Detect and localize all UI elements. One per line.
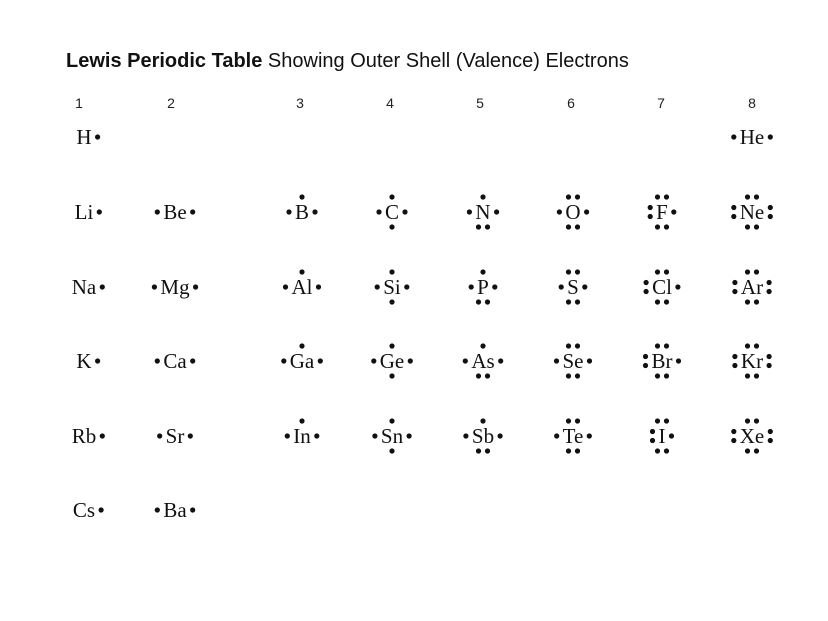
electron-dot: [286, 209, 291, 214]
electron-dot: [768, 134, 773, 139]
electron-dot: [285, 433, 290, 438]
electron-dot: [732, 354, 737, 359]
electron-dot: [566, 343, 571, 348]
electron-dot: [731, 429, 736, 434]
electron-dot: [566, 448, 571, 453]
electron-dot: [664, 373, 669, 378]
electron-dot: [155, 507, 160, 512]
element-f: [648, 194, 677, 229]
element-symbol: Xe: [739, 424, 765, 448]
electron-dot: [731, 438, 736, 443]
element-symbol: Sr: [165, 424, 185, 448]
group-number-4: 4: [386, 95, 394, 111]
electron-dot: [754, 448, 759, 453]
electron-dot: [566, 269, 571, 274]
electron-dot: [193, 284, 198, 289]
electron-dot: [494, 209, 499, 214]
electron-dot: [389, 418, 394, 423]
element-symbol: Sn: [380, 424, 404, 448]
electron-dot: [371, 358, 376, 363]
electron-dot: [299, 194, 304, 199]
electron-dot: [299, 343, 304, 348]
element-be: [155, 200, 196, 224]
electron-dot: [190, 209, 195, 214]
electron-dot: [157, 433, 162, 438]
element-symbol: Ge: [379, 349, 405, 373]
electron-dot: [152, 284, 157, 289]
element-ca: [155, 349, 196, 373]
electron-dot: [754, 224, 759, 229]
element-si: [375, 269, 410, 304]
electron-dot: [732, 289, 737, 294]
electron-dot: [554, 433, 559, 438]
element-symbol: As: [471, 349, 495, 373]
element-symbol: Rb: [71, 424, 97, 448]
electron-dot: [745, 269, 750, 274]
electron-dot: [389, 224, 394, 229]
element-symbol: Na: [71, 275, 97, 299]
group-number-3: 3: [296, 95, 304, 111]
electron-dot: [767, 289, 772, 294]
element-p: [469, 269, 498, 304]
electron-dot: [554, 358, 559, 363]
electron-dot: [745, 224, 750, 229]
electron-dot: [95, 134, 100, 139]
element-ne: [731, 194, 773, 229]
electron-dot: [575, 299, 580, 304]
electron-dot: [95, 358, 100, 363]
element-mg: [152, 275, 198, 299]
electron-dot: [669, 433, 674, 438]
electron-dot: [469, 284, 474, 289]
element-n: [467, 194, 499, 229]
electron-dot: [575, 418, 580, 423]
electron-dot: [664, 299, 669, 304]
element-symbol: Ar: [740, 275, 764, 299]
element-symbol: C: [384, 200, 400, 224]
electron-dot: [485, 224, 490, 229]
electron-dot: [498, 358, 503, 363]
electron-dot: [655, 448, 660, 453]
electron-dot: [190, 358, 195, 363]
electron-dot: [389, 448, 394, 453]
electron-dot: [582, 284, 587, 289]
electron-dot: [655, 194, 660, 199]
electron-dot: [407, 433, 412, 438]
element-rb: [72, 424, 105, 448]
electron-dot: [299, 269, 304, 274]
element-symbol: Si: [383, 275, 401, 299]
electron-dot: [492, 284, 497, 289]
element-symbol: S: [567, 275, 579, 299]
element-i: [650, 418, 674, 453]
title-bold: Lewis Periodic Table: [66, 50, 263, 72]
element-symbol: Ne: [739, 200, 765, 224]
electron-dot: [389, 269, 394, 274]
electron-dot: [566, 299, 571, 304]
electron-dot: [731, 214, 736, 219]
group-number-7: 7: [657, 95, 665, 111]
electron-dot: [754, 299, 759, 304]
element-br: [643, 343, 681, 378]
electron-dot: [768, 438, 773, 443]
electron-dot: [402, 209, 407, 214]
electron-dot: [754, 418, 759, 423]
element-symbol: K: [76, 349, 92, 373]
electron-dot: [655, 224, 660, 229]
element-symbol: Br: [651, 349, 673, 373]
electron-dot: [485, 299, 490, 304]
electron-dot: [643, 354, 648, 359]
electron-dot: [575, 448, 580, 453]
element-symbol: Se: [562, 349, 584, 373]
element-se: [554, 343, 592, 378]
electron-dot: [188, 433, 193, 438]
electron-dot: [671, 209, 676, 214]
electron-dot: [650, 438, 655, 443]
electron-dot: [190, 507, 195, 512]
element-he: [731, 125, 773, 149]
element-ar: [732, 269, 771, 304]
element-in: [285, 418, 320, 448]
electron-dot: [480, 418, 485, 423]
electron-dot: [316, 284, 321, 289]
electron-dot: [675, 284, 680, 289]
electron-dot: [754, 194, 759, 199]
element-symbol: Ga: [289, 349, 315, 373]
element-c: [376, 194, 407, 229]
electron-dot: [655, 373, 660, 378]
element-cs: [73, 498, 104, 522]
electron-dot: [648, 214, 653, 219]
electron-dot: [480, 343, 485, 348]
electron-dot: [584, 209, 589, 214]
electron-dot: [664, 269, 669, 274]
electron-dot: [575, 269, 580, 274]
element-symbol: Mg: [160, 275, 190, 299]
element-s: [559, 269, 588, 304]
electron-dot: [312, 209, 317, 214]
electron-dot: [389, 343, 394, 348]
element-cl: [644, 269, 681, 304]
element-symbol: Kr: [740, 349, 764, 373]
electron-dot: [100, 284, 105, 289]
electron-dot: [745, 418, 750, 423]
electron-dot: [676, 358, 681, 363]
element-symbol: Sb: [471, 424, 495, 448]
element-ba: [155, 498, 196, 522]
electron-dot: [476, 448, 481, 453]
element-kr: [732, 343, 771, 378]
element-sr: [157, 424, 193, 448]
group-number-8: 8: [748, 95, 756, 111]
element-symbol: N: [475, 200, 491, 224]
electron-dot: [644, 289, 649, 294]
electron-dot: [404, 284, 409, 289]
electron-dot: [732, 280, 737, 285]
group-number-1: 1: [75, 95, 83, 111]
element-sb: [463, 418, 502, 453]
electron-dot: [768, 205, 773, 210]
electron-dot: [655, 418, 660, 423]
electron-dot: [372, 433, 377, 438]
element-ge: [371, 343, 413, 378]
electron-dot: [664, 224, 669, 229]
electron-dot: [754, 373, 759, 378]
element-symbol: Al: [291, 275, 313, 299]
electron-dot: [100, 433, 105, 438]
electron-dot: [375, 284, 380, 289]
electron-dot: [575, 373, 580, 378]
electron-dot: [314, 433, 319, 438]
electron-dot: [655, 343, 660, 348]
group-number-2: 2: [167, 95, 175, 111]
element-symbol: He: [739, 125, 765, 149]
element-ga: [281, 343, 323, 373]
electron-dot: [485, 448, 490, 453]
element-symbol: F: [656, 200, 668, 224]
element-symbol: Be: [163, 200, 187, 224]
electron-dot: [480, 269, 485, 274]
electron-dot: [768, 429, 773, 434]
electron-dot: [575, 343, 580, 348]
element-h: [76, 125, 100, 149]
element-symbol: Te: [562, 424, 584, 448]
element-o: [557, 194, 589, 229]
electron-dot: [745, 373, 750, 378]
electron-dot: [480, 194, 485, 199]
electron-dot: [745, 448, 750, 453]
electron-dot: [476, 299, 481, 304]
electron-dot: [664, 448, 669, 453]
element-as: [463, 343, 504, 378]
electron-dot: [155, 358, 160, 363]
element-symbol: O: [565, 200, 581, 224]
electron-dot: [557, 209, 562, 214]
electron-dot: [566, 194, 571, 199]
electron-dot: [463, 433, 468, 438]
electron-dot: [745, 194, 750, 199]
element-li: [75, 200, 102, 224]
electron-dot: [389, 194, 394, 199]
electron-dot: [664, 343, 669, 348]
element-symbol: P: [477, 275, 489, 299]
group-number-6: 6: [567, 95, 575, 111]
electron-dot: [664, 418, 669, 423]
electron-dot: [283, 284, 288, 289]
electron-dot: [575, 224, 580, 229]
element-al: [283, 269, 321, 299]
element-k: [76, 349, 100, 373]
electron-dot: [587, 358, 592, 363]
element-symbol: Cs: [72, 498, 96, 522]
element-sn: [372, 418, 411, 453]
element-symbol: In: [293, 424, 311, 448]
electron-dot: [575, 194, 580, 199]
electron-dot: [664, 194, 669, 199]
electron-dot: [587, 433, 592, 438]
electron-dot: [767, 363, 772, 368]
electron-dot: [463, 358, 468, 363]
electron-dot: [731, 205, 736, 210]
electron-dot: [768, 214, 773, 219]
electron-dot: [97, 209, 102, 214]
electron-dot: [467, 209, 472, 214]
element-symbol: B: [294, 200, 310, 224]
electron-dot: [754, 343, 759, 348]
electron-dot: [376, 209, 381, 214]
element-symbol: Li: [74, 200, 94, 224]
electron-dot: [498, 433, 503, 438]
electron-dot: [644, 280, 649, 285]
electron-dot: [767, 280, 772, 285]
electron-dot: [754, 269, 759, 274]
electron-dot: [281, 358, 286, 363]
element-symbol: Ba: [163, 498, 187, 522]
electron-dot: [566, 224, 571, 229]
electron-dot: [648, 205, 653, 210]
electron-dot: [389, 299, 394, 304]
group-number-5: 5: [476, 95, 484, 111]
electron-dot: [566, 418, 571, 423]
element-b: [286, 194, 317, 224]
electron-dot: [408, 358, 413, 363]
electron-dot: [650, 429, 655, 434]
element-symbol: I: [658, 424, 666, 448]
element-xe: [731, 418, 773, 453]
electron-dot: [767, 354, 772, 359]
electron-dot: [731, 134, 736, 139]
title-regular: Showing Outer Shell (Valence) Electrons: [267, 50, 629, 72]
element-te: [554, 418, 592, 453]
electron-dot: [155, 209, 160, 214]
electron-dot: [99, 507, 104, 512]
electron-dot: [299, 418, 304, 423]
electron-dot: [559, 284, 564, 289]
electron-dot: [476, 373, 481, 378]
electron-dot: [655, 269, 660, 274]
electron-dot: [655, 299, 660, 304]
electron-dot: [745, 299, 750, 304]
electron-dot: [732, 363, 737, 368]
electron-dot: [476, 224, 481, 229]
electron-dot: [485, 373, 490, 378]
element-symbol: H: [76, 125, 92, 149]
element-symbol: Ca: [163, 349, 187, 373]
electron-dot: [389, 373, 394, 378]
element-na: [72, 275, 105, 299]
electron-dot: [566, 373, 571, 378]
electron-dot: [318, 358, 323, 363]
electron-dot: [643, 363, 648, 368]
element-symbol: Cl: [652, 275, 672, 299]
electron-dot: [745, 343, 750, 348]
